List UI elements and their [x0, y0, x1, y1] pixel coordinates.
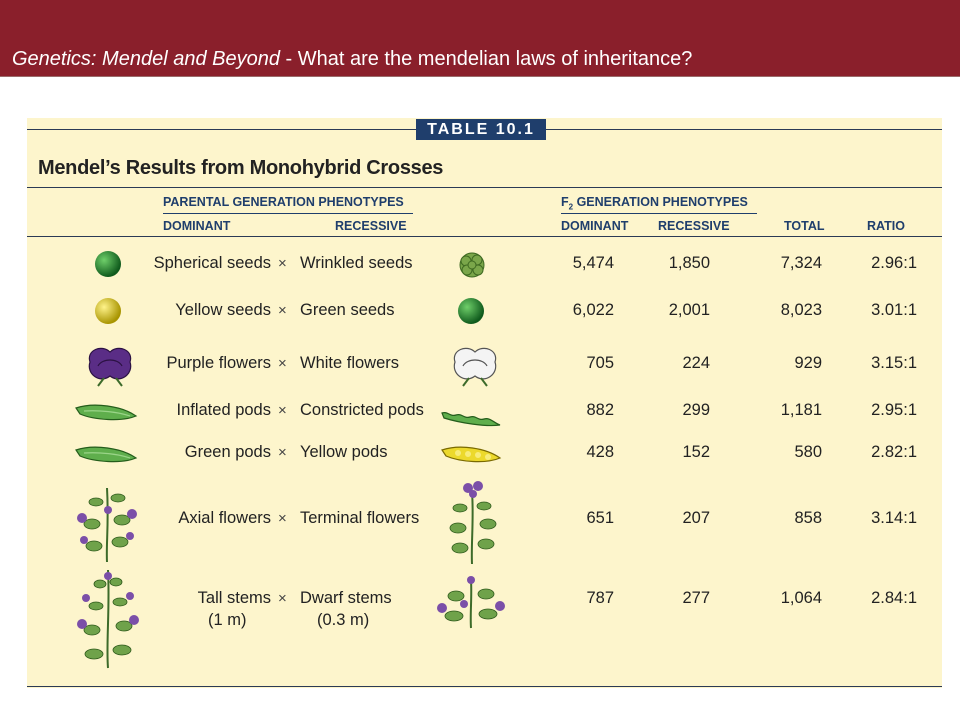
row5-f2-dominant: 428 — [586, 443, 614, 461]
col-f2-dominant: DOMINANT — [561, 219, 629, 233]
row2-recessive: Green seeds — [300, 301, 395, 319]
row2-f2-dominant: 6,022 — [572, 301, 614, 319]
col-total: TOTAL — [784, 219, 825, 233]
row1-f2-recessive: 1,850 — [668, 254, 710, 272]
table-title: Mendel’s Results from Monohybrid Crosses — [38, 157, 444, 179]
white-flower-icon — [449, 342, 501, 388]
col-ratio: RATIO — [867, 219, 905, 233]
row4-recessive: Constricted pods — [300, 401, 424, 419]
row3-dominant: Purple flowers — [166, 354, 271, 372]
parental-group-header: PARENTAL GENERATION PHENOTYPES — [163, 195, 404, 209]
slide-title-question: What are the mendelian laws of inheritance? — [297, 48, 693, 70]
f2-subscript: 2 — [568, 202, 574, 212]
row2-dominant: Yellow seeds — [175, 301, 271, 319]
row7-ratio: 2.84:1 — [871, 589, 917, 607]
row3-total: 929 — [794, 354, 822, 372]
row1-ratio: 2.96:1 — [871, 254, 917, 272]
green-pea-icon — [456, 296, 486, 326]
terminal-flower-plant-icon — [432, 478, 512, 566]
row1-f2-dominant: 5,474 — [572, 254, 614, 272]
row3-ratio: 3.15:1 — [871, 354, 917, 372]
row7-recessive: Dwarf stems — [300, 589, 392, 607]
row4-cross: × — [278, 402, 287, 419]
inflated-pod-icon — [74, 402, 138, 424]
col-parental-dominant: DOMINANT — [163, 219, 231, 233]
wrinkled-pea-icon — [456, 250, 488, 280]
row6-f2-dominant: 651 — [586, 509, 614, 527]
row1-recessive: Wrinkled seeds — [300, 254, 413, 272]
row2-ratio: 3.01:1 — [871, 301, 917, 319]
table-number-badge — [416, 119, 546, 140]
row7-f2-dominant: 787 — [586, 589, 614, 607]
col-f2-recessive: RECESSIVE — [658, 219, 730, 233]
row6-total: 858 — [794, 509, 822, 527]
tall-plant-icon — [60, 568, 156, 670]
bottom-rule — [27, 686, 942, 687]
row6-dominant: Axial flowers — [178, 509, 271, 527]
purple-flower-icon — [84, 342, 136, 388]
row4-ratio: 2.95:1 — [871, 401, 917, 419]
f2-group-label: GENERATION PHENOTYPES — [573, 195, 748, 209]
dwarf-plant-icon — [426, 574, 516, 630]
row7-total: 1,064 — [780, 589, 822, 607]
row1-cross: × — [278, 255, 287, 272]
row4-f2-dominant: 882 — [586, 401, 614, 419]
row6-cross: × — [278, 510, 287, 527]
axial-flower-plant-icon — [62, 484, 152, 564]
header-divider — [0, 76, 960, 77]
row7-dominant-height: (1 m) — [208, 611, 247, 629]
f2-letter: F — [561, 195, 569, 209]
row5-total: 580 — [794, 443, 822, 461]
f2-group-rule — [561, 213, 757, 214]
f2-group-header — [561, 195, 748, 212]
yellow-pea-icon — [93, 296, 123, 326]
title-rule — [27, 187, 942, 188]
row4-dominant: Inflated pods — [176, 401, 271, 419]
row6-ratio: 3.14:1 — [871, 509, 917, 527]
slide-title-topic: Genetics: Mendel and Beyond — [12, 48, 280, 70]
row7-dominant: Tall stems — [197, 589, 271, 607]
row4-total: 1,181 — [780, 401, 822, 419]
row7-f2-recessive: 277 — [682, 589, 710, 607]
constricted-pod-icon — [440, 409, 502, 429]
slide-title-separator: - — [279, 48, 298, 70]
header-rule — [27, 236, 942, 237]
green-pod-icon — [74, 444, 138, 466]
row6-f2-recessive: 207 — [682, 509, 710, 527]
row3-f2-recessive: 224 — [682, 354, 710, 372]
row2-cross: × — [278, 302, 287, 319]
row2-total: 8,023 — [780, 301, 822, 319]
parental-group-rule — [163, 213, 413, 214]
row6-recessive: Terminal flowers — [300, 509, 420, 527]
row1-dominant: Spherical seeds — [153, 254, 271, 272]
row5-f2-recessive: 152 — [682, 443, 710, 461]
row5-recessive: Yellow pods — [300, 443, 388, 461]
row5-cross: × — [278, 444, 287, 461]
col-parental-recessive: RECESSIVE — [335, 219, 407, 233]
row5-ratio: 2.82:1 — [871, 443, 917, 461]
row3-cross: × — [278, 355, 287, 372]
row5-dominant: Green pods — [184, 443, 271, 461]
row4-f2-recessive: 299 — [682, 401, 710, 419]
yellow-pod-icon — [440, 444, 502, 468]
table-number-label: TABLE 10.1 — [427, 121, 535, 138]
row3-recessive: White flowers — [300, 354, 400, 372]
row7-cross: × — [278, 590, 287, 607]
row3-f2-dominant: 705 — [586, 354, 614, 372]
green-pea-icon — [93, 249, 123, 279]
row2-f2-recessive: 2,001 — [668, 301, 710, 319]
slide-title — [12, 48, 692, 71]
row7-recessive-height: (0.3 m) — [317, 611, 370, 629]
row1-total: 7,324 — [780, 254, 822, 272]
